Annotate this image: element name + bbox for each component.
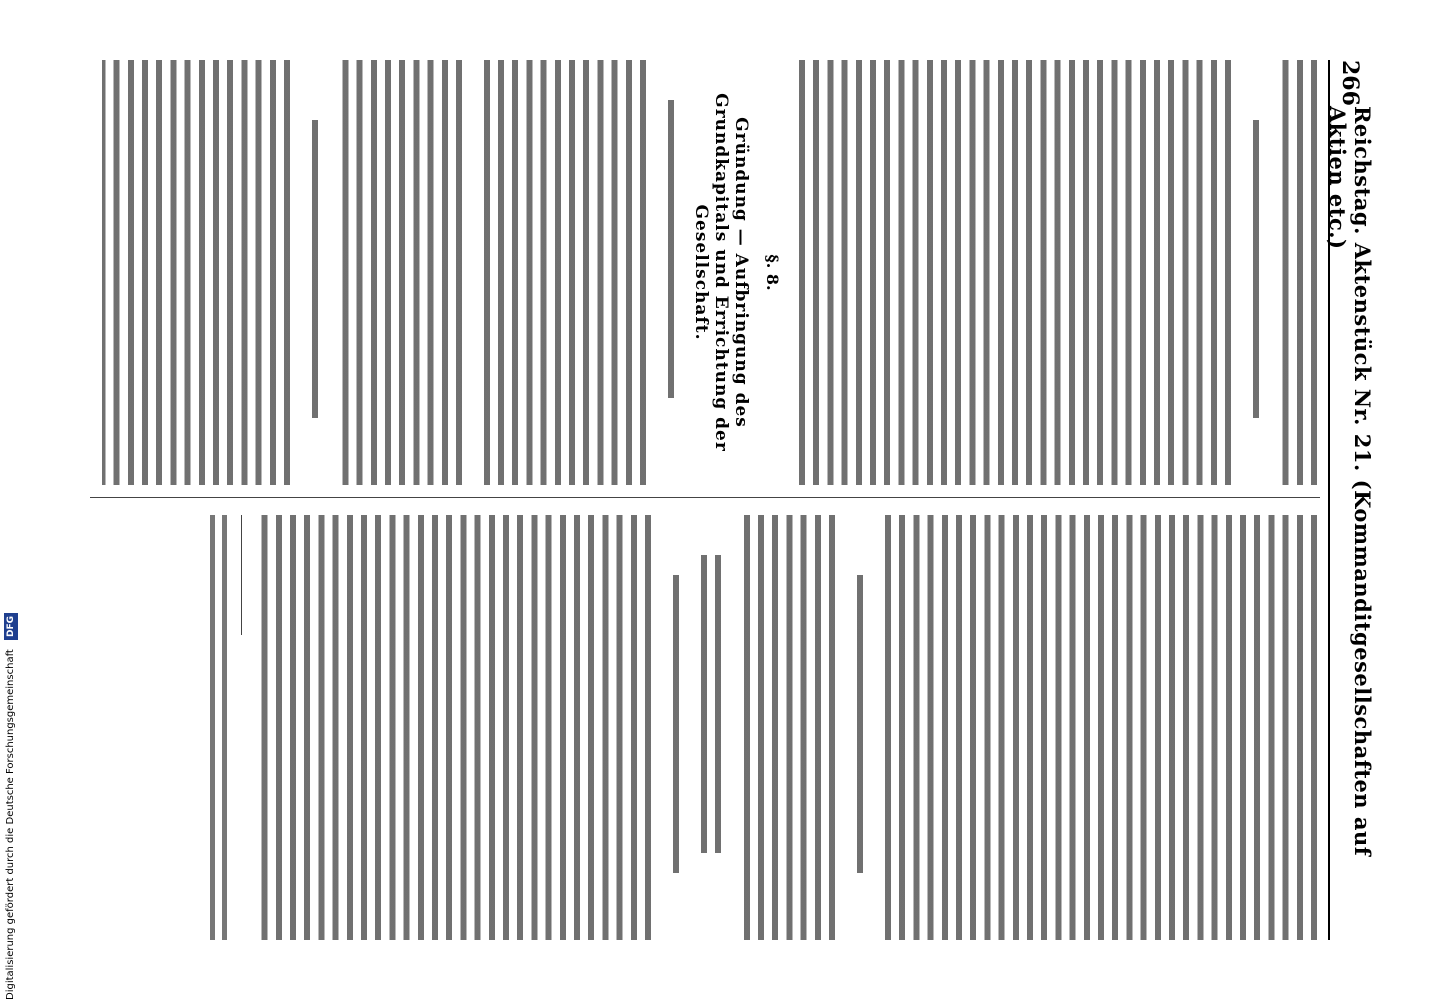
text-paragraph bbox=[481, 60, 651, 485]
text-paragraph bbox=[337, 60, 467, 485]
text-paragraph bbox=[740, 515, 840, 940]
section-title: Gründung — Aufbringung des Grundkapitals und Errichtung der Gesellschaft. bbox=[691, 93, 751, 452]
column-divider bbox=[90, 497, 1320, 498]
subheading bbox=[309, 120, 323, 418]
text-paragraph bbox=[256, 515, 656, 940]
running-title: Reichstag. Aktenstück Nr. 21. (Kommanditgesellschaften auf Aktien etc.) bbox=[1325, 105, 1375, 857]
text-paragraph bbox=[1278, 60, 1322, 485]
text-paragraph bbox=[882, 515, 1322, 940]
right-column bbox=[102, 515, 1322, 940]
footnote-rule bbox=[241, 515, 242, 635]
subheading bbox=[670, 575, 684, 873]
text-paragraph bbox=[796, 60, 1236, 485]
left-column bbox=[102, 60, 1322, 485]
credit-text: Digitalisierung gefördert durch die Deutsche Forschungsgemeinschaft bbox=[5, 649, 16, 1000]
digitization-credit bbox=[4, 0, 18, 1000]
text-paragraph bbox=[102, 60, 295, 485]
page-number: 266 bbox=[1337, 60, 1363, 106]
section-number: §. 8. bbox=[763, 254, 782, 291]
dfg-logo: DFG bbox=[4, 613, 18, 640]
subheading bbox=[1250, 120, 1264, 418]
page-header bbox=[1325, 60, 1375, 940]
subheading bbox=[698, 555, 726, 853]
subheading bbox=[665, 100, 679, 398]
footnotes bbox=[207, 515, 231, 940]
subheading bbox=[854, 575, 868, 873]
